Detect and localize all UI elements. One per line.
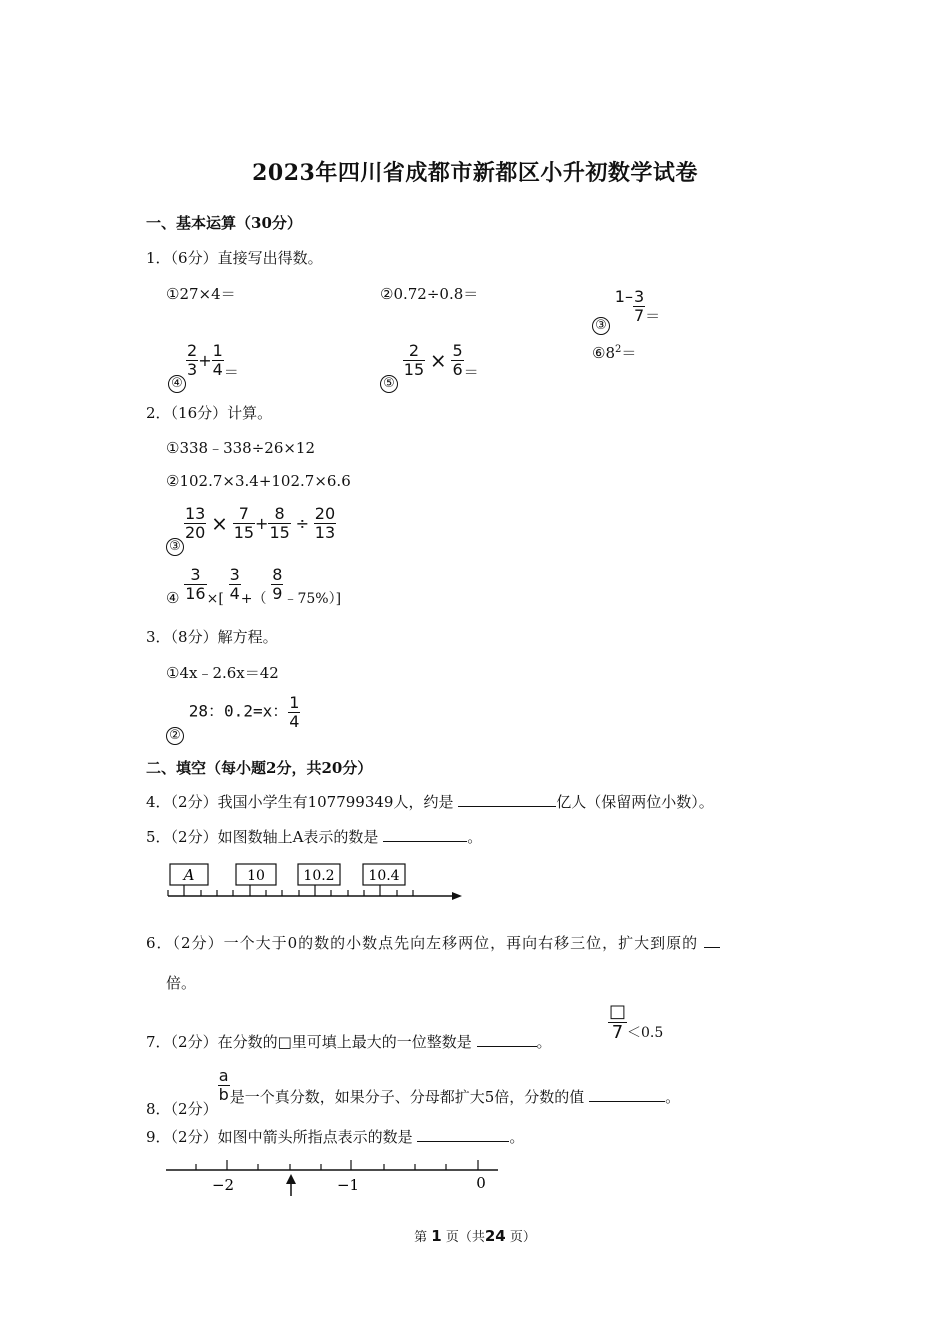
q1-item-6: $⑥8^2=$	[592, 344, 637, 362]
question-3-stem: 3．（8分）解方程。	[146, 628, 278, 646]
page-title: 2023年四川省成都市新都区小升初数学试卷	[252, 160, 698, 186]
label-10: 10	[247, 868, 265, 884]
fraction: $\frac{2}{3}$	[187, 341, 198, 379]
fraction: $\frac{1}{4}$	[289, 693, 300, 731]
q1-item-1: ①27×4＝	[166, 285, 236, 303]
q3-item-2: ② 28：0.2=x： $\frac{1}{4}$	[166, 694, 300, 731]
question-1-stem: 1．（6分）直接写出得数。	[146, 249, 323, 267]
answer-blank[interactable]	[458, 792, 556, 807]
label-A: A	[183, 866, 195, 884]
q2-item-2: ②102.7×3.4+102.7×6.6	[166, 472, 351, 490]
ticks	[168, 890, 413, 896]
number-line-figure-q5	[160, 858, 470, 908]
question-8: 8．（2分） $\frac{a}{b}$ 是一个真分数，如果分子、分母都扩大5倍，分数的值 。	[146, 1066, 681, 1118]
answer-blank[interactable]	[417, 1127, 509, 1142]
section-heading-1: 一、基本运算（30分）	[146, 214, 302, 232]
label-0: 0	[476, 1174, 486, 1192]
label-10.2: 10.2	[303, 868, 335, 884]
q1-item-2: ②0.72÷0.8＝	[380, 285, 479, 303]
q1-item-3: ③ 1– $\frac{3}{7}$ ＝	[592, 284, 660, 321]
total-pages: 24	[484, 1227, 506, 1245]
section-heading-2: 二、填空（每小题2分，共20分）	[146, 759, 373, 777]
answer-blank[interactable]	[477, 1032, 537, 1047]
fraction: $\frac{□}{7}$	[609, 1001, 627, 1043]
question-5: 5．（2分）如图数轴上A表示的数是 。	[146, 828, 483, 846]
current-page: 1	[431, 1227, 442, 1245]
fraction: $\frac{13}{20}$	[185, 504, 206, 542]
q7-inequality: $\frac{□}{7}$ ＜0.5	[609, 1001, 664, 1043]
arrow-head-icon	[452, 892, 462, 900]
q1-item-5: ⑤ $\frac{2}{15}$ × $\frac{5}{6}$ ＝	[380, 342, 479, 379]
fraction: $\frac{8}{15}$	[269, 504, 290, 542]
fraction: $\frac{7}{15}$	[233, 504, 255, 542]
q2-item-3: ③ $\frac{13}{20}$ × $\frac{7}{15}$ + $\frac{8}{15}$ ÷ $\frac{20}{13}$	[166, 505, 336, 542]
question-6-line-1: 6．（2分）一个大于0的数的小数点先向左移两位，再向右移三位，扩大到原的	[146, 932, 720, 953]
item-number-3: ③	[592, 317, 610, 335]
page-footer: 第 1 页（共24 页）	[414, 1227, 536, 1245]
answer-blank[interactable]	[383, 827, 467, 842]
fraction: $\frac{8}{9}$	[272, 565, 283, 603]
question-9: 9．（2分）如图中箭头所指点表示的数是 。	[146, 1128, 525, 1146]
q2-item-1: ①338﹣338÷26×12	[166, 439, 316, 457]
q3-item-1: ①4x﹣2.6x＝42	[166, 664, 279, 682]
arrow-up-icon	[286, 1174, 296, 1196]
q1-item-4: ④ $\frac{2}{3}$ + $\frac{1}{4}$ ＝	[168, 342, 239, 379]
label-10.4: 10.4	[368, 868, 400, 884]
ticks	[196, 1160, 478, 1170]
question-4: 4．（2分）我国小学生有107799349人，约是 亿人（保留两位小数）。	[146, 793, 714, 811]
fraction: $\frac{3}{16}$	[185, 565, 206, 603]
q2-item-4: ④ $\frac{3}{16}$ ×[ $\frac{3}{4}$ +（ $\frac{8}{9}$ ﹣75%）]	[166, 565, 342, 607]
fraction: $\frac{1}{4}$	[212, 341, 223, 379]
question-6-line-2: 倍。	[166, 974, 197, 992]
fraction: $\frac{2}{15}$	[403, 341, 425, 379]
question-2-stem: 2．（16分）计算。	[146, 404, 273, 422]
fraction: $\frac{3}{4}$	[229, 565, 240, 603]
fraction: $\frac{5}{6}$	[452, 341, 463, 379]
number-line-figure-q9	[160, 1156, 510, 1198]
fraction: $\frac{20}{13}$	[314, 504, 336, 542]
answer-blank[interactable]	[589, 1087, 665, 1102]
answer-blank[interactable]	[704, 933, 720, 948]
label-minus-1: −1	[336, 1176, 360, 1194]
fraction: $\frac{a}{b}$	[218, 1066, 229, 1104]
fraction: $\frac{3}{7}$	[633, 287, 645, 325]
question-7: 7．（2分）在分数的□里可填上最大的一位整数是 。	[146, 1033, 552, 1051]
label-minus-2: −2	[211, 1176, 235, 1194]
